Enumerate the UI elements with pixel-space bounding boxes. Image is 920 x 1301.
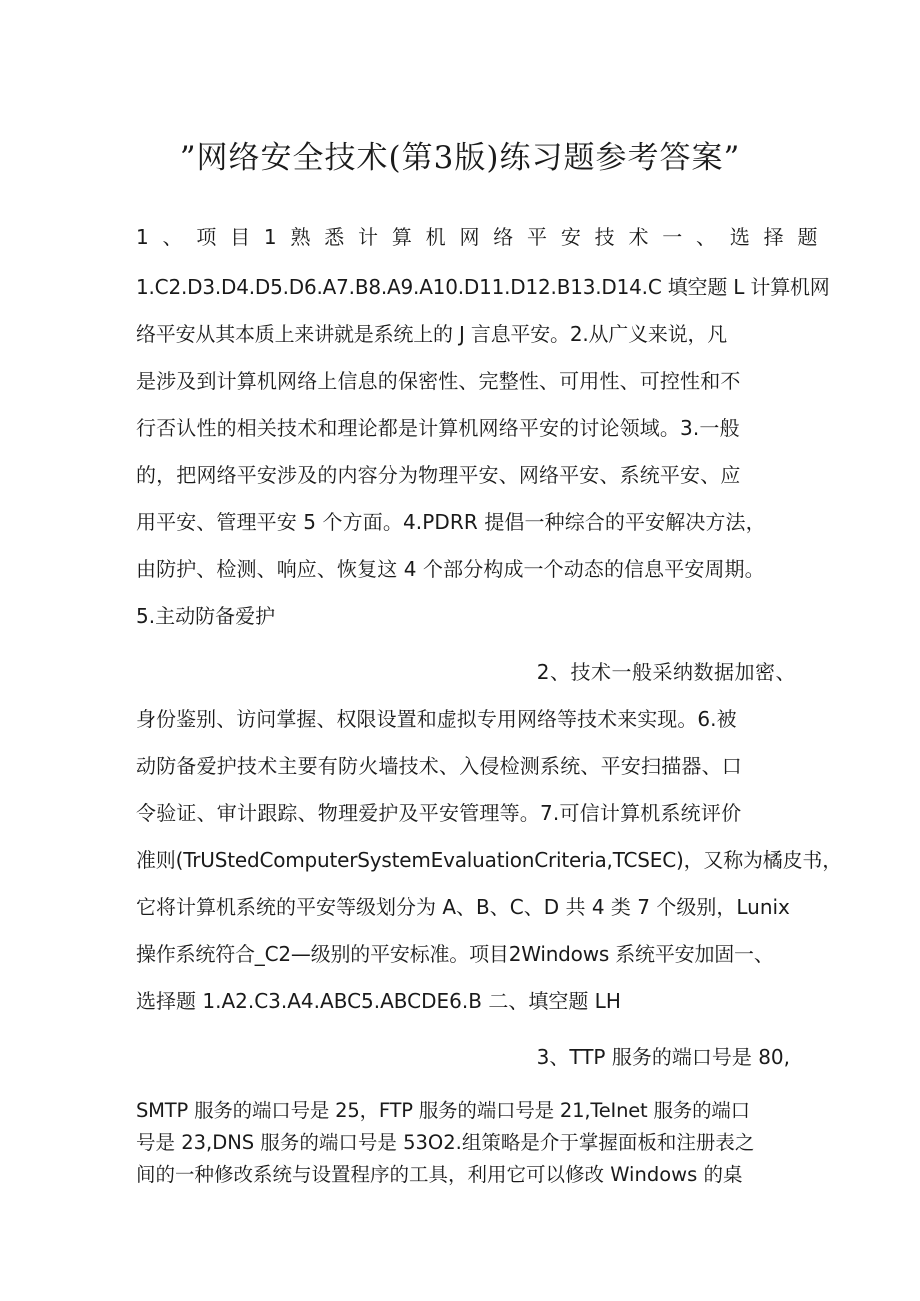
paragraph-line: 的，把网络平安涉及的内容分为物理平安、网络平安、系统平安、应 [136,463,741,487]
paragraph-line: 选择题 1.A2.C3.A4.ABC5.ABCDE6.B 二、填空题 LH [136,989,621,1013]
paragraph-line: 号是 23,DNS 服务的端口号是 53O2.组策略是介于掌握面板和注册表之 [136,1131,755,1154]
paragraph-line: 用平安、管理平安 5 个方面。4.PDRR 提倡一种综合的平安解决方法， [136,510,766,534]
paragraph-line: 由防护、检测、响应、恢复这 4 个部分构成一个动态的信息平安周期。 [136,557,765,581]
paragraph-line: 它将计算机系统的平安等级划分为 A、B、C、D 共 4 类 7 个级别，Lunix [136,895,790,919]
page-title: ”网络安全技术(第3版)练习题参考答案” [179,140,741,176]
paragraph-line: 身份鉴别、访问掌握、权限设置和虚拟专用网络等技术来实现。6.被 [136,707,737,731]
paragraph-line: 是涉及到计算机网络上信息的保密性、完整性、可用性、可控性和不 [136,369,741,393]
paragraph-line: 令验证、审计跟踪、物理爱护及平安管理等。7.可信计算机系统评价 [136,801,742,825]
paragraph-line: 5.主动防备爱护 [136,604,276,628]
paragraph-line: 2、技术一般采纳数据加密、 [536,660,796,684]
paragraph-line: 3、TTP 服务的端口号是 80, [536,1045,790,1069]
paragraph-line: 间的一种修改系统与设置程序的工具，利用它可以修改 Windows 的桌 [136,1163,743,1186]
paragraph-line: 操作系统符合_C2—级别的平安标准。项目2Windows 系统平安加固一、 [136,942,774,966]
paragraph-line: 动防备爱护技术主要有防火墙技术、入侵检测系统、平安扫描器、口 [136,754,742,778]
paragraph-line: 1、项目1熟悉计算机网络平安技术一、选择题 [136,225,832,249]
paragraph-line: 行否认性的相关技术和理论都是计算机网络平安的讨论领域。3.一般 [136,416,740,440]
paragraph-line: SMTP 服务的端口号是 25，FTP 服务的端口号是 21,TeInet 服务的端口 [136,1099,750,1122]
paragraph-line: 1.C2.D3.D4.D5.D6.A7.B8.A9.A10.D11.D12.B13.D14.C 填空题 L 计算机网 [136,275,830,299]
paragraph-line: 准则(TrUStedComputerSystemEvaluationCriteria,TCSEC)，又称为橘皮书， [136,848,843,872]
paragraph-line: 络平安从其本质上来讲就是系统上的 J 言息平安。2.从广义来说，凡 [136,322,728,346]
